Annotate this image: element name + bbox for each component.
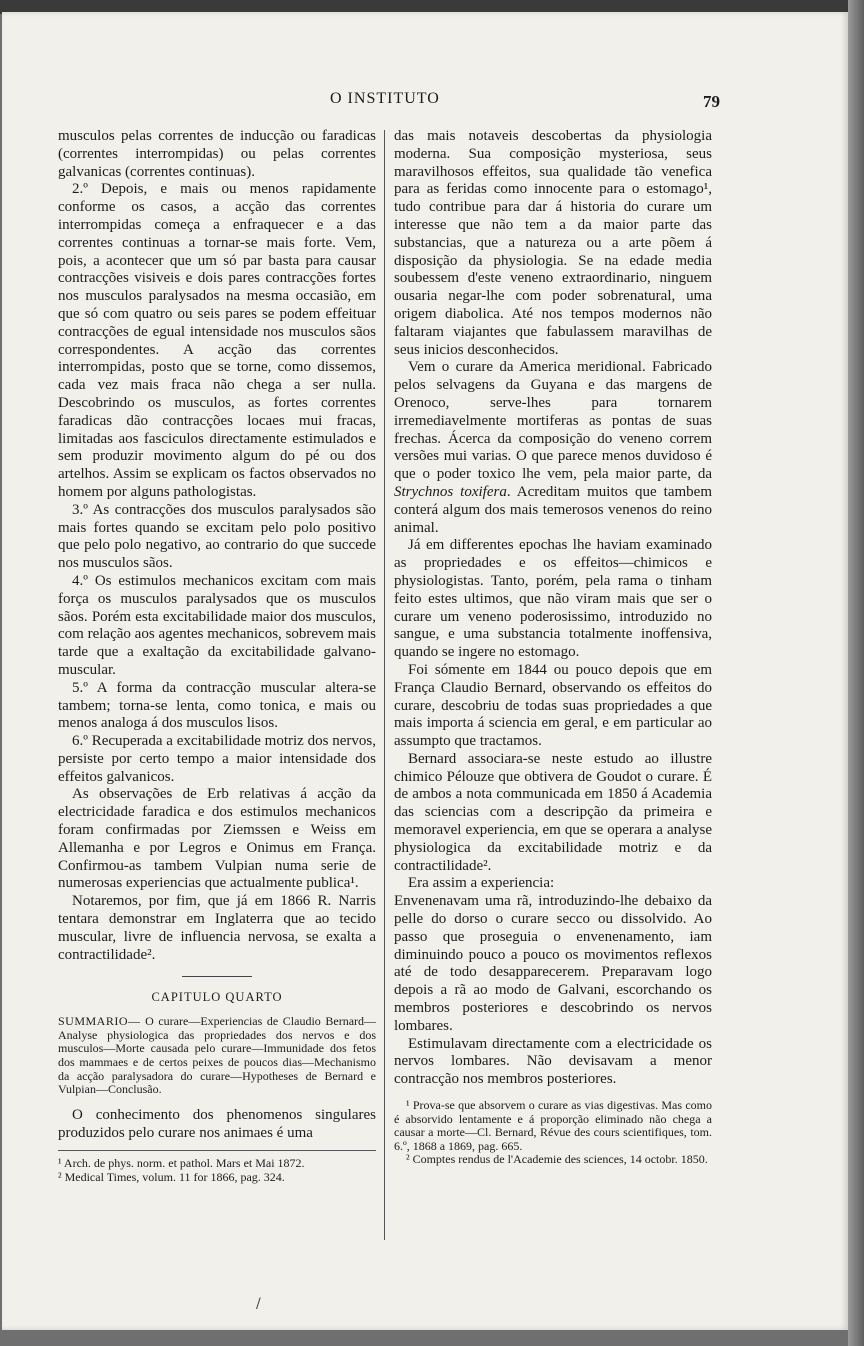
- paragraph-text: Vem o curare da America meridional. Fabricado pelos selvagens da Guyana e das margens de Orenoco, serve-lhes para tornarem irremediavelmente mortiferas as pontas de suas frechas. Ácerca da composição do veneno correm versões mui varias. O que parece menos duvidoso é que o poder toxico lhe vem, pela maior parte, da: [394, 359, 712, 483]
- paragraph: Já em differentes epochas lhe haviam examinado as propriedades e os effeitos—chimicos e physiologistas. Tanto, porém, pela rama o tinham feito estes ultimos, que não viram mais que ser o curare um veneno poderosissimo, introduzido no sangue, e uma substancia totalmente inoffensiva, quando se ingere no estomago.: [394, 537, 712, 661]
- paragraph: 5.º A forma da contracção muscular altera-se tambem; torna-se lenta, como tonica, e mais ou menos analoga á dos musculos lisos.: [58, 679, 376, 732]
- stray-mark: /: [256, 1296, 261, 1312]
- paragraph: 4.º Os estimulos mechanicos excitam com mais força os musculos paralysados que os musculos sãos. Porém esta excitabilidade maior dos musculos, com relação aos agentes mechanicos, sobrevem mais tarde que a exaltação da excitabilidade galvano-muscular.: [58, 572, 376, 678]
- paragraph: Envenenavam uma rã, introduzindo-lhe debaixo da pelle do dorso o curare secco ou dissolvido. Ao passo que proseguia o envenenamento, iam diminuindo pouco a pouco os movimentos reflexos até de todo desapparecerem. Preparavam logo depois a rã ao modo de Galvani, escorchando os membros posteriores e descobrindo os nervos lombares.: [394, 893, 712, 1034]
- paragraph: 2.º Depois, e mais ou menos rapidamente conforme os casos, a acção das correntes interrompidas começa a enfraquecer e a das correntes continuas a tornar-se mais forte. Vem, pois, a acontecer que um só par basta para causar contracções visiveis e dois pares contracções fortes nos musculos paralysados na mesma occasião, em que só com quatro ou seis pares se podem effeituar contracções de egual intensidade nos musculos sãos correspondentes. A acção das correntes interrompidas, posto que se torne, como dissemos, cada vez mais fraca não chega a ser nulla. Descobrindo os musculos, as fortes correntes faradicas dão contracções locaes mui fracas, limitadas aos fasciculos directamente estimulados e sem produzir movimento algum do pé ou dos artelhos. Assim se explicam os factos observados no homem por alguns pathologistas.: [58, 181, 376, 500]
- running-head-title: O INSTITUTO: [330, 90, 440, 107]
- paragraph: Notaremos, por fim, que já em 1866 R. Narris tentara demonstrar em Inglaterra que ao tecido muscular, livre de influencia nervosa, se exalta a contractilidade².: [58, 893, 376, 963]
- paragraph: Era assim a experiencia:: [408, 875, 555, 892]
- footnote: ¹ Prova-se que absorvem o curare as vias digestivas. Mas como é absorvido lentamente e á proporção eliminado não chega a causar a morte—Cl. Bernard, Révue des cours scientifiques, tom. 6.º, 1868 a 1869, pag. 665.: [394, 1098, 712, 1153]
- right-column: [394, 128, 712, 1167]
- paragraph: Foi sómente em 1844 ou pouco depois que em França Claudio Bernard, observando os effeitos do curare, descobriu de todas suas propriedades a que mais importa á sciencia em geral, e em particular ao assumpto que tractamos.: [394, 661, 712, 750]
- left-column: [58, 128, 376, 1184]
- footnote: ² Comptes rendus de l'Academie des sciences, 14 octobr. 1850.: [406, 1152, 708, 1167]
- paragraph-text: . Acreditam muitos que tambem conterá algum dos mais temerosos venenos do reino animal.: [394, 483, 712, 536]
- footnotes: [394, 1099, 712, 1167]
- species-name: Strychnos toxifera: [394, 483, 507, 500]
- section-divider: [182, 976, 252, 977]
- footnote: ¹ Arch. de phys. norm. et pathol. Mars et Mai 1872.: [58, 1156, 305, 1171]
- paragraph: [394, 359, 712, 537]
- footnotes: [58, 1150, 376, 1184]
- chapter-summary: [58, 1015, 376, 1097]
- paragraph: Bernard associara-se neste estudo ao illustre chimico Pélouze que obtivera de Goudot o curare. É de ambos a nota communicada em 1850 á Academia das sciencias com a descripção da primeira e memoravel experiencia, em que se operara a analyse physiologica da excitabilidade motriz e da contractilidade².: [394, 750, 712, 874]
- summary-text: O curare—Experiencias de Claudio Bernard—Analyse physiologica das propriedades dos nervos e dos musculos—Morte causada pelo curare—Immunidade dos fetos dos mammaes e de certos peixes de poucos dias—Mechanismo da acção paralysadora do curare—Hypotheses de Bernard e Vulpian—Conclusão.: [58, 1014, 377, 1097]
- summary-label: SUMMARIO—: [58, 1014, 141, 1029]
- column-divider: [384, 130, 385, 1240]
- scan-right-edge: [848, 0, 864, 1346]
- paragraph: As observações de Erb relativas á acção da electricidade faradica e dos estimulos mechanicos foram confirmadas por Ziemssen e Weiss em Allemanha e por Legros e Onimus em França. Confirmou-as tambem Vulpian numa serie de numerosas experiencias que actualmente publica¹.: [58, 786, 376, 892]
- paragraph: das mais notaveis descobertas da physiologia moderna. Sua composição mysteriosa, seus maravilhosos effeitos, sua qualidade tão venefica para as feridas como innocente para o estomago¹, tudo contribue para dar á historia do curare um interesse que não tem a da maior parte das substancias, que a natureza ou a arte põem á disposição da physiologia. Se na edade media soubessem d'este veneno extraordinario, ninguem ousaria negar-lhe com poder sobrenatural, uma origem diabolica. Até nos tempos modernos não faltaram viajantes que fabulassem maravilhas de seus inicios desconhecidos.: [394, 128, 712, 358]
- paragraph: musculos pelas correntes de inducção ou faradicas (correntes interrompidas) ou pelas correntes galvanicas (correntes continuas).: [58, 128, 376, 180]
- paragraph: Estimulavam directamente com a electricidade os nervos lombares. Não devisavam a menor contracção nos membros posteriores.: [394, 1035, 712, 1088]
- chapter-title: CAPITULO QUARTO: [151, 990, 283, 1005]
- paragraph: 3.º As contracções dos musculos paralysados são mais fortes quando se excitam pelo polo positivo que pelo polo negativo, ao contrario do que succede nos musculos sãos.: [58, 501, 376, 572]
- page-number: 79: [703, 92, 720, 111]
- paragraph: 6.º Recuperada a excitabilidade motriz dos nervos, persiste por certo tempo a maior intensidade dos effeitos galvanicos.: [58, 733, 376, 785]
- paragraph: O conhecimento dos phenomenos singulares produzidos pelo curare nos animaes é uma: [58, 1106, 376, 1141]
- footnote: ² Medical Times, volum. 11 for 1866, pag. 324.: [58, 1169, 285, 1184]
